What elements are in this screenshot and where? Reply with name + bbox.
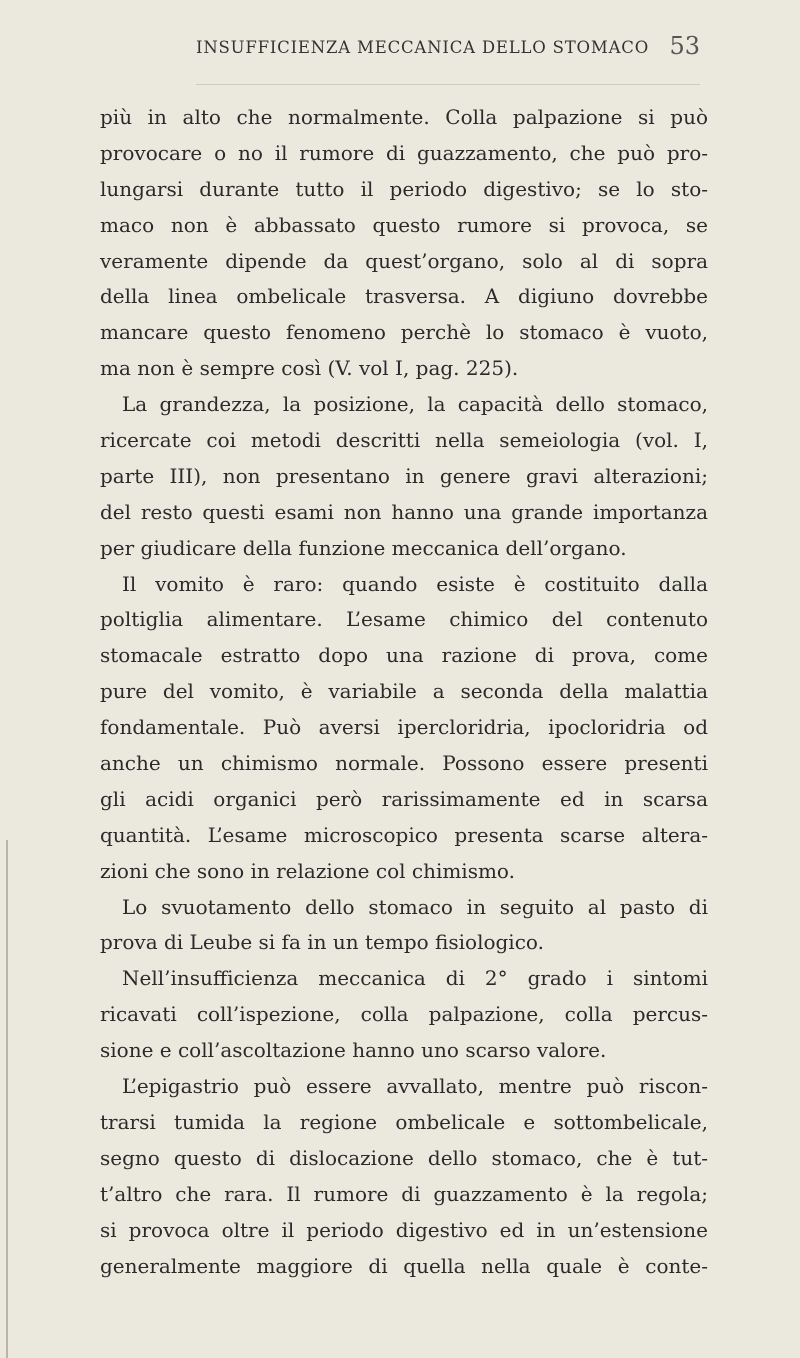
text-line: ma non è sempre così (V. vol I, pag. 225).	[100, 356, 519, 381]
text-line: veramente dipende da quest’organo, solo al di sopra	[100, 248, 708, 273]
text-line: stomacale estratto dopo una razione di prova, come	[100, 643, 708, 668]
text-line: poltiglia alimentare. L’esame chimico del contenuto	[100, 607, 708, 632]
text-line: trarsi tumida la regione ombelicale e sottombelicale,	[100, 1109, 708, 1134]
body-text	[100, 100, 708, 1284]
text-line: maco non è abbassato questo rumore si provoca, se	[100, 212, 708, 237]
text-line: ricercate coi metodi descritti nella semeiologia (vol. I,	[100, 428, 708, 453]
page-header	[196, 32, 700, 68]
text-line: fondamentale. Può aversi ipercloridria, ipocloridria od	[100, 715, 708, 740]
text-line: per giudicare della funzione meccanica dell’organo.	[100, 535, 627, 560]
text-line: Il vomito è raro: quando esiste è costituito dalla	[122, 571, 708, 596]
running-title: INSUFFICIENZA MECCANICA DELLO STOMACO	[196, 38, 650, 57]
text-line: L’epigastrio può essere avvallato, mentre può riscon-	[122, 1074, 708, 1099]
text-line: ricavati coll’ispezione, colla palpazione, colla percus-	[100, 1002, 708, 1027]
text-line: zioni che sono in relazione col chimismo.	[100, 858, 515, 883]
text-line: mancare questo fenomeno perchè lo stomaco è vuoto,	[100, 320, 708, 345]
text-line: della linea ombelicale trasversa. A digiuno dovrebbe	[100, 284, 708, 309]
page-number: 53	[669, 32, 700, 60]
text-line: anche un chimismo normale. Possono essere presenti	[100, 751, 708, 776]
text-line: Lo svuotamento dello stomaco in seguito al pasto di	[122, 894, 708, 919]
text-line: del resto questi esami non hanno una grande importanza	[100, 499, 708, 524]
text-line: prova di Leube si fa in un tempo fisiologico.	[100, 930, 544, 955]
text-line: segno questo di dislocazione dello stomaco, che è tut-	[100, 1145, 708, 1170]
text-line: quantità. L’esame microscopico presenta scarse altera-	[100, 822, 708, 847]
text-line: sione e coll’ascoltazione hanno uno scarso valore.	[100, 1038, 607, 1063]
text-line: gli acidi organici però rarissimamente ed in scarsa	[100, 786, 708, 811]
text-line: generalmente maggiore di quella nella quale è conte-	[100, 1253, 708, 1278]
text-line: parte III), non presentano in genere gravi alterazioni;	[100, 463, 708, 488]
text-line: più in alto che normalmente. Colla palpazione si può	[100, 105, 708, 129]
text-line: provocare o no il rumore di guazzamento, che può pro-	[100, 140, 708, 165]
text-line: pure del vomito, è variabile a seconda della malattia	[100, 679, 708, 704]
text-line: t’altro che rara. Il rumore di guazzamento è la regola;	[100, 1181, 708, 1206]
text-line: La grandezza, la posizione, la capacità dello stomaco,	[122, 392, 708, 417]
text-line: lungarsi durante tutto il periodo digestivo; se lo sto-	[100, 176, 708, 201]
header-rule	[196, 84, 700, 85]
text-line: Nell’insufficienza meccanica di 2° grado i sintomi	[122, 966, 708, 991]
page-edge-shadow	[6, 840, 8, 1358]
text-line: si provoca oltre il periodo digestivo ed in un’estensione	[100, 1217, 708, 1242]
